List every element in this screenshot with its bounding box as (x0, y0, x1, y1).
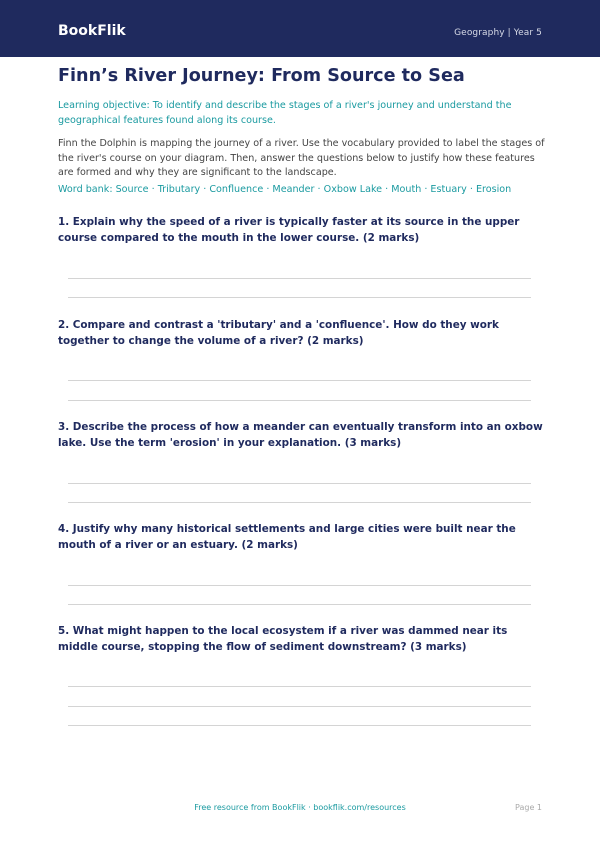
answer-line[interactable] (68, 502, 531, 503)
word-bank: Word bank: Source · Tributary · Confluence · Meander · Oxbow Lake · Mouth · Estuary · Erosion (58, 184, 512, 195)
footer-link[interactable]: Free resource from BookFlik · bookflik.com/resources (194, 803, 406, 812)
answer-line[interactable] (68, 604, 531, 605)
answer-line[interactable] (68, 483, 531, 484)
question-3: 3. Describe the process of how a meander can eventually transform into an oxbow lake. Use the term 'erosion' in your explanation. (3 marks) (58, 421, 543, 449)
answer-line[interactable] (68, 706, 531, 707)
question-1: 1. Explain why the speed of a river is typically faster at its source in the upper course compared to the mouth in the lower course. (2 marks) (58, 216, 520, 244)
page-number: Page 1 (515, 803, 542, 812)
question-5: 5. What might happen to the local ecosystem if a river was dammed near its middle course, stopping the flow of sediment downstream? (3 marks) (58, 625, 508, 653)
answer-line[interactable] (68, 725, 531, 726)
question-2: 2. Compare and contrast a 'tributary' and a 'confluence'. How do they work together to change the volume of a river? (2 marks) (58, 319, 499, 347)
header-bar (0, 0, 600, 57)
answer-line[interactable] (68, 278, 531, 279)
learning-objective: Learning objective: To identify and describe the stages of a river's journey and understand the geographical features found along its course. (58, 100, 512, 126)
subject-year-label: Geography | Year 5 (454, 28, 542, 38)
intro-paragraph: Finn the Dolphin is mapping the journey of a river. Use the vocabulary provided to label the stages of the river's course on your diagram. Then, answer the questions below to justify how these features are formed and why they are significant to the landscape. (58, 138, 545, 178)
page-title: Finn’s River Journey: From Source to Sea (58, 66, 465, 86)
answer-line[interactable] (68, 297, 531, 298)
question-4: 4. Justify why many historical settlements and large cities were built near the mouth of a river or an estuary. (2 marks) (58, 523, 516, 551)
answer-line[interactable] (68, 400, 531, 401)
answer-line[interactable] (68, 686, 531, 687)
answer-line[interactable] (68, 585, 531, 586)
answer-line[interactable] (68, 380, 531, 381)
brand-logo: BookFlik (58, 23, 126, 39)
